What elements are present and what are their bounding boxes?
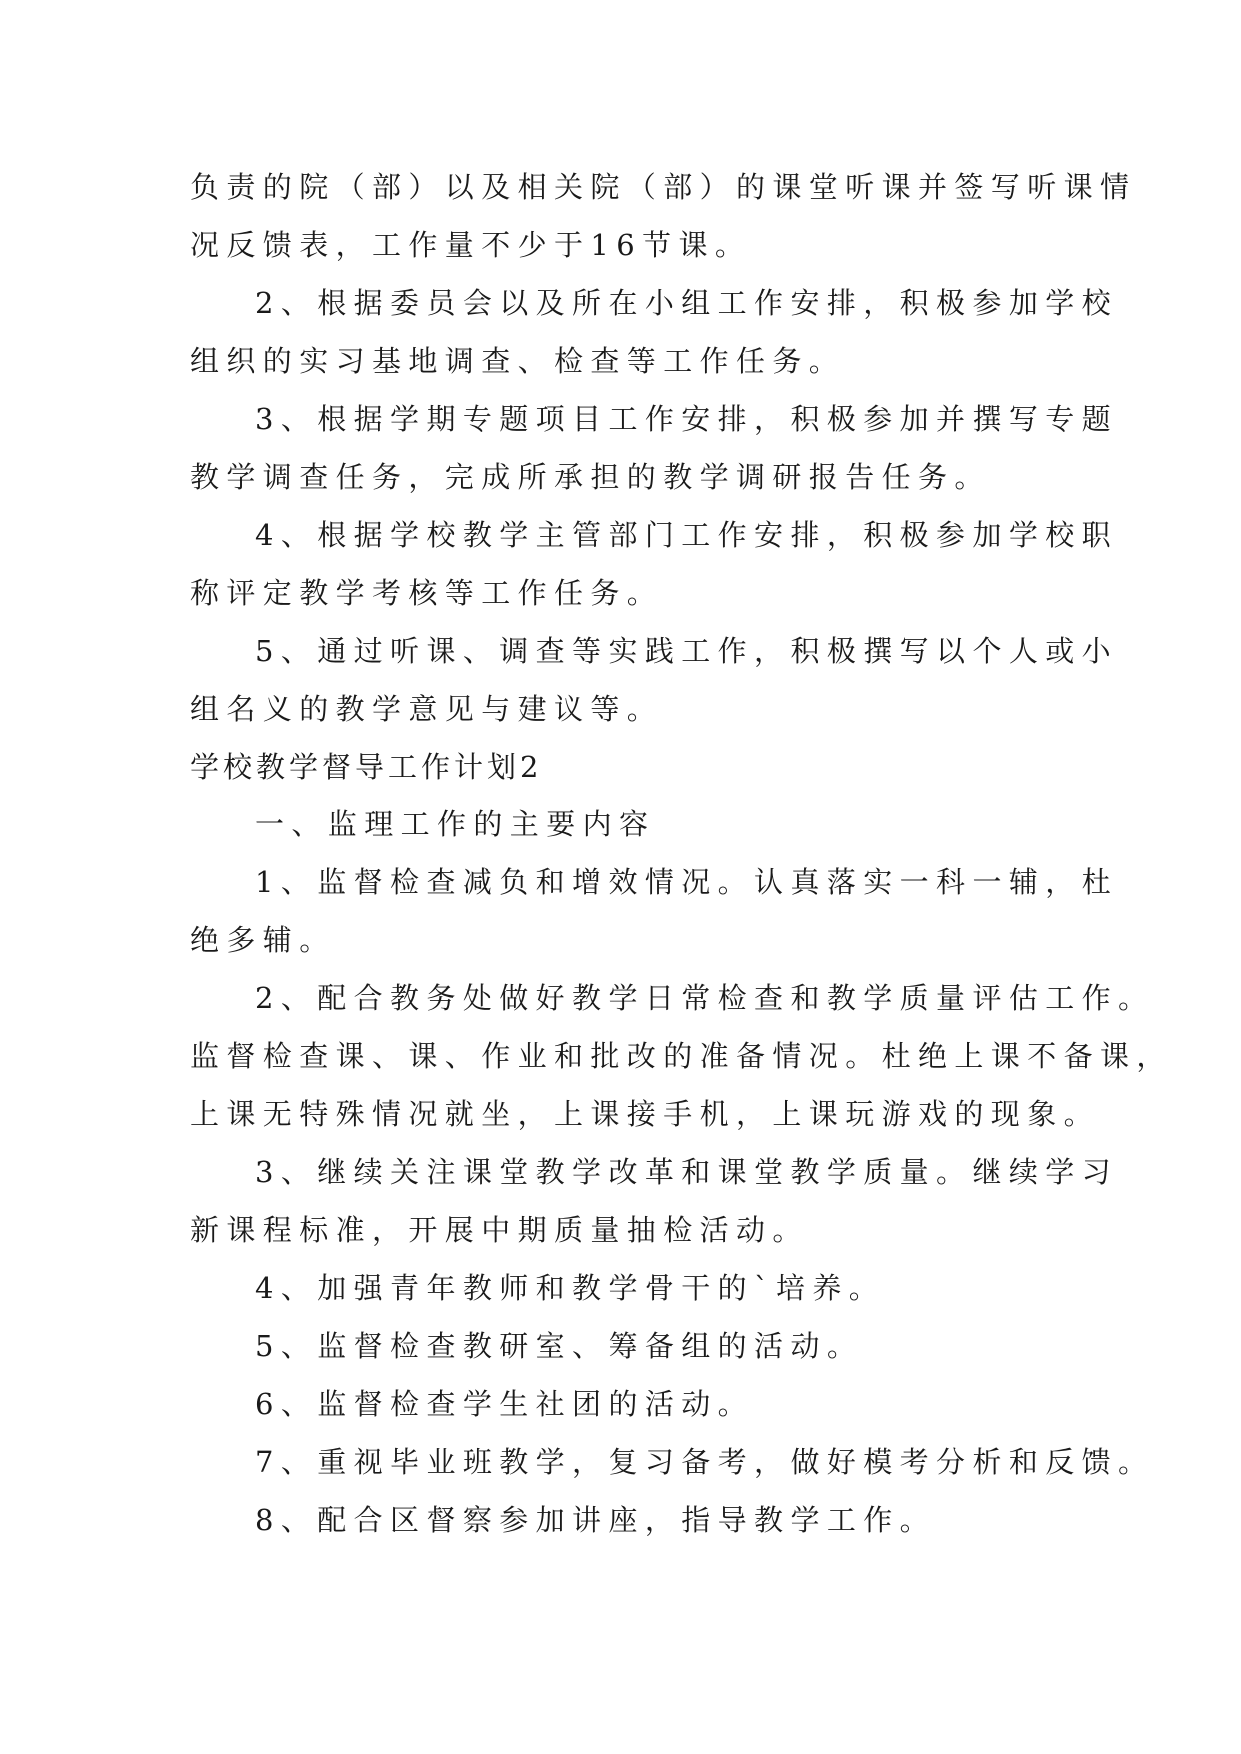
paragraph-line: 2、根据委员会以及所在小组工作安排，积极参加学校 — [255, 286, 1119, 320]
paragraph-line: 5、监督检查教研室、筹备组的活动。 — [255, 1329, 864, 1363]
paragraph-line: 上课无特殊情况就坐，上课接手机，上课玩游戏的现象。 — [190, 1097, 1101, 1131]
paragraph-line: 新课程标准，开展中期质量抽检活动。 — [190, 1213, 809, 1247]
paragraph-line: 1、监督检查减负和增效情况。认真落实一科一辅，杜 — [255, 865, 1119, 899]
paragraph-line: 4、根据学校教学主管部门工作安排，积极参加学校职 — [255, 518, 1119, 552]
paragraph-line: 8、配合区督察参加讲座，指导教学工作。 — [255, 1503, 937, 1537]
paragraph-line: 教学调查任务，完成所承担的教学调研报告任务。 — [190, 460, 991, 494]
paragraph-line: 监督检查课、课、作业和批改的准备情况。杜绝上课不备课， — [190, 1039, 1173, 1073]
paragraph-line: 7、重视毕业班教学，复习备考，做好模考分析和反馈。 — [255, 1445, 1155, 1479]
paragraph-line: 组织的实习基地调查、检查等工作任务。 — [190, 344, 846, 378]
subsection-heading: 一、监理工作的主要内容 — [255, 807, 656, 841]
paragraph-line: 3、继续关注课堂教学改革和课堂教学质量。继续学习 — [255, 1155, 1119, 1189]
paragraph-line: 3、根据学期专题项目工作安排，积极参加并撰写专题 — [255, 402, 1119, 436]
paragraph-line: 6、监督检查学生社团的活动。 — [255, 1387, 755, 1421]
paragraph-line: 称评定教学考核等工作任务。 — [190, 576, 664, 610]
paragraph-line: 2、配合教务处做好教学日常检查和教学质量评估工作。 — [255, 981, 1155, 1015]
paragraph-line: 组名义的教学意见与建议等。 — [190, 692, 664, 726]
section-heading: 学校教学督导工作计划2 — [190, 750, 543, 784]
paragraph-line: 况反馈表，工作量不少于16节课。 — [190, 228, 752, 262]
paragraph-line: 4、加强青年教师和教学骨干的`培养。 — [255, 1271, 886, 1305]
paragraph-line: 5、通过听课、调查等实践工作，积极撰写以个人或小 — [255, 634, 1119, 668]
paragraph-line: 负责的院（部）以及相关院（部）的课堂听课并签写听课情 — [190, 170, 1137, 204]
paragraph-line: 绝多辅。 — [190, 923, 336, 957]
